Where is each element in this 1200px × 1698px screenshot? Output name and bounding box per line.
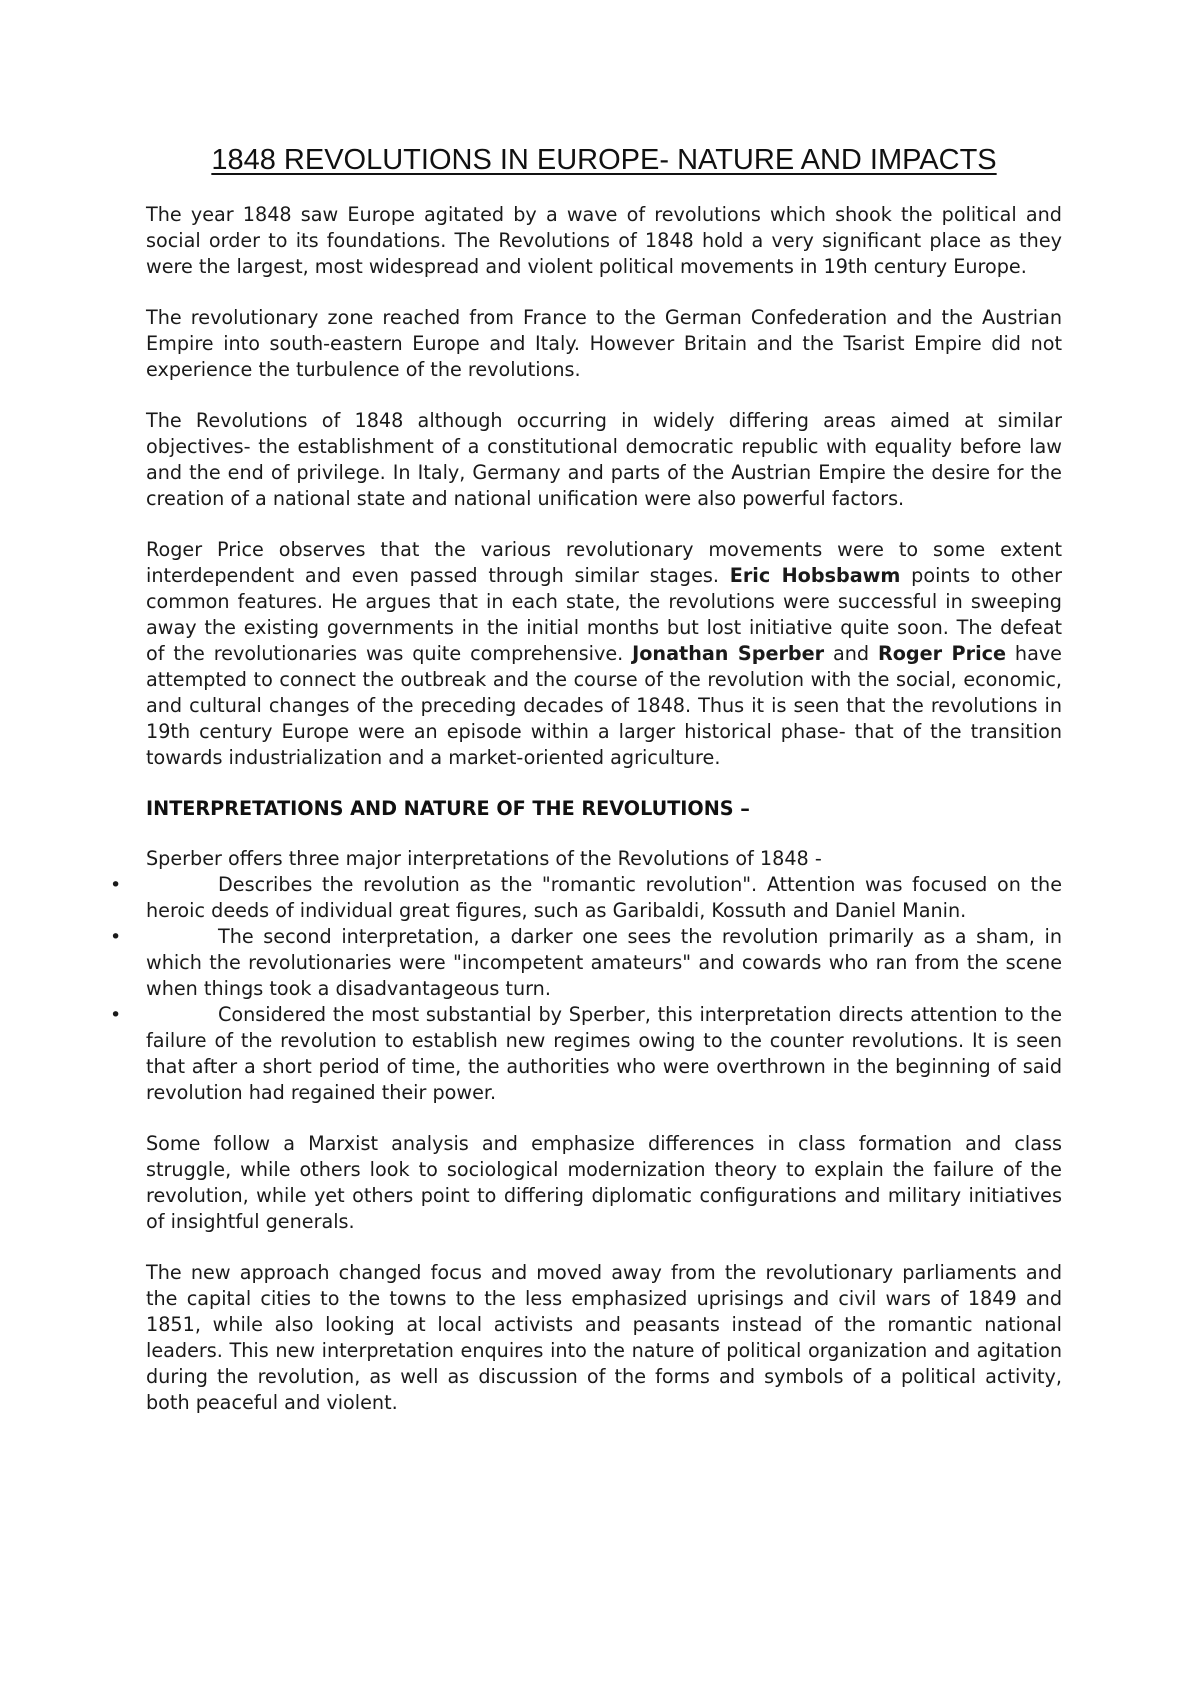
section-heading: INTERPRETATIONS AND NATURE OF THE REVOLUTIONS – bbox=[146, 797, 750, 820]
list-item bbox=[110, 924, 1062, 1002]
interpretations-list bbox=[110, 872, 1062, 1106]
paragraph-revolutionary-zone: The revolutionary zone reached from France to the German Confederation and the Austrian Empire into south-eastern Europe and Italy. However Britain and the Tsarist Empire did not experience the turbulence of the revolutions. bbox=[146, 306, 1062, 381]
list-item-text: Considered the most substantial by Sperber, this interpretation directs attention to the failure of the revolution to establish new regimes owing to the counter revolutions. It is seen that after a short period of time, the authorities who were overthrown in the beginning of said revolution had regained their power. bbox=[146, 1003, 1062, 1104]
author-sperber: Jonathan Sperber bbox=[632, 642, 825, 665]
list-item bbox=[110, 872, 1062, 924]
list-item bbox=[110, 1002, 1062, 1106]
bullet-icon: • bbox=[110, 926, 122, 948]
text-span: have attempted to connect the outbreak and the course of the revolution with the social, economic, and cultural changes of the preceding decades of 1848. Thus it is seen that the revolutions in 19th century Europe were an episode within a larger historical phase- that of the transition towards industrialization and a market-oriented agriculture. bbox=[146, 642, 1062, 769]
text-span: points to other common features. He argues that in each state, the revolutions were successful in sweeping away the existing governments in the initial months but lost initiative quite soon. The defeat of the revolutionaries was quite comprehensive. bbox=[146, 564, 1063, 665]
paragraph-historians bbox=[146, 537, 1062, 771]
paragraph-objectives: The Revolutions of 1848 although occurring in widely differing areas aimed at similar objectives- the establishment of a constitutional democratic republic with equality before law and the end of privilege. In Italy, Germany and parts of the Austrian Empire the desire for the creation of a national state and national unification were also powerful factors. bbox=[146, 409, 1062, 510]
list-item-text: The second interpretation, a darker one sees the revolution primarily as a sham, in which the revolutionaries were "incompetent amateurs" and cowards who ran from the scene when things took a disadvantageous turn. bbox=[146, 925, 1062, 1000]
page-title: 1848 REVOLUTIONS IN EUROPE- NATURE AND IMPACTS bbox=[211, 144, 997, 176]
text-span: and bbox=[824, 642, 878, 665]
author-hobsbawm: Eric Hobsbawm bbox=[729, 564, 901, 587]
bullet-icon: • bbox=[110, 874, 122, 896]
text-span: Roger Price observes that the various revolutionary movements were to some extent interdependent and even passed through similar stages. bbox=[146, 538, 1062, 587]
bullet-icon: • bbox=[110, 1004, 122, 1026]
paragraph-new-approach: The new approach changed focus and moved away from the revolutionary parliaments and the capital cities to the towns to the less emphasized uprisings and civil wars of 1849 and 1851, while also looking at local activists and peasants instead of the romantic national leaders. This new interpretation enquires into the nature of political organization and agitation during the revolution, as well as discussion of the forms and symbols of a political activity, both peaceful and violent. bbox=[146, 1261, 1062, 1414]
paragraph-analyses: Some follow a Marxist analysis and emphasize differences in class formation and class struggle, while others look to sociological modernization theory to explain the failure of the revolution, while yet others point to differing diplomatic configurations and military initiatives of insightful generals. bbox=[146, 1132, 1062, 1233]
paragraph-intro: The year 1848 saw Europe agitated by a wave of revolutions which shook the political and social order to its foundations. The Revolutions of 1848 hold a very significant place as they were the largest, most widespread and violent political movements in 19th century Europe. bbox=[146, 203, 1062, 278]
author-price: Roger Price bbox=[877, 642, 1007, 665]
list-intro: Sperber offers three major interpretations of the Revolutions of 1848 - bbox=[146, 847, 822, 870]
list-item-text: Describes the revolution as the "romantic revolution". Attention was focused on the heroic deeds of individual great figures, such as Garibaldi, Kossuth and Daniel Manin. bbox=[146, 873, 1062, 922]
